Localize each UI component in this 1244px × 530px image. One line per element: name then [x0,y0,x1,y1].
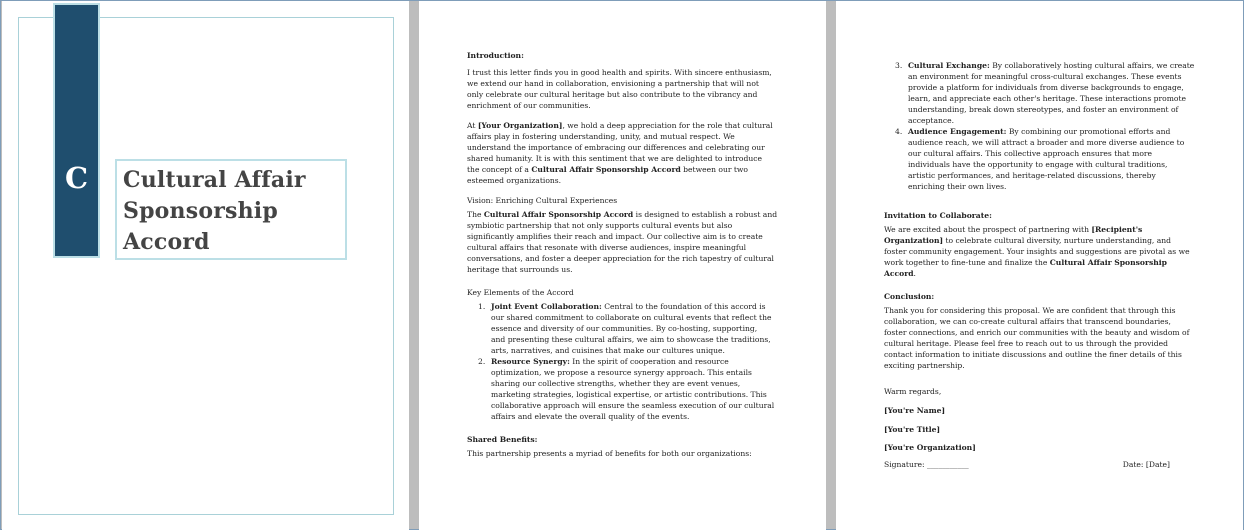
text: , we hold a deep appreciation for the role that cultural [562,121,773,130]
list-line: individuals have the opportunity to engage with cultural traditions, [908,160,1168,169]
vision-heading: Vision: Enriching Cultural Experiences [467,196,618,205]
list-line: and presenting these cultural affairs, we aim to showcase the traditions, [491,335,771,344]
list-item-title: Joint Event Collaboration: [491,302,602,311]
list-line: provide a platform for individuals from diverse backgrounds to engage, [908,83,1184,92]
cover-accent-bar [53,3,100,258]
list-line: acceptance. [908,116,955,125]
conclusion-line: contact information to initiate discussions and outline the finer details of this [884,350,1182,359]
title-placeholder: [You're Title] [884,425,941,434]
conclusion-line: foster connections, and enrich our communities with the beauty and wisdom of [884,328,1190,337]
conclusion-line: exciting partnership. [884,361,965,370]
page-3-text [884,60,1214,470]
list-item-title: Audience Engagement: [908,127,1007,136]
recipient-placeholder: [Recipient's [1091,225,1143,234]
invite-line [884,268,1214,279]
list-line: enriching their own lives. [908,182,1007,191]
list-item-title: Resource Synergy: [491,357,570,366]
org-para-line: shared humanity. It is with this sentiment that we are delighted to introduce [467,154,762,163]
vision-line: conversations, and foster a deeper appreciation for the rich tapestry of cultural [467,254,774,263]
name-placeholder: [You're Name] [884,406,946,415]
list-number: 2. [478,357,486,366]
intro-heading: Introduction: [467,51,524,60]
key-elements-heading: Key Elements of the Accord [467,288,574,297]
conclusion-line: cultural heritage. Please feel free to reach out to us through the provided [884,339,1169,348]
list-line [491,301,787,312]
list-line: audience reach, we will attract a broader and more diverse audience to [908,138,1185,147]
list-line: optimization, we propose a resource synergy approach. This entails [491,368,752,377]
recipient-placeholder: Organization] [884,236,944,245]
vision-line: heritage that surrounds us. [467,265,573,274]
text: Central to the foundation of this accord is [601,302,766,311]
list-number: 4. [895,127,903,136]
list-line: affairs and elevate the overall quality of the events. [491,412,690,421]
list-item-1 [467,301,787,356]
intro-line: I trust this letter finds you in good health and spirits. With sincere enthusiasm, [467,68,772,77]
sender-organization [884,442,1214,453]
text: By combining our promotional efforts and [1006,127,1171,136]
cover-title-line-1: Cultural Affair [123,167,306,193]
list-line: sharing our collective strengths, whether they are event venues, [491,379,741,388]
list-line: our shared commitment to collaborate on cultural events that reflect the [491,313,772,322]
list-line: understanding, break down stereotypes, and foster an environment of [908,105,1179,114]
text: At [467,121,478,130]
list-number: 3. [895,61,903,70]
invite-line [884,257,1214,268]
text: We are excited about the prospect of partnering with [884,225,1092,234]
intro-line: we extend our hand in collaboration, envisioning a partnership that will not [467,79,759,88]
accord-name: Accord [884,269,914,278]
invite-line [884,224,1214,235]
list-line: essence and diversity of our communities. By co-hosting, supporting, [491,324,758,333]
conclusion-heading: Conclusion: [884,292,935,301]
list-item-3 [884,60,1214,126]
list-item-2 [467,356,787,422]
signature-line: Signature: ___________ [884,460,969,469]
closing: Warm regards, [884,387,942,396]
cover-initial: C [64,161,89,195]
text: the concept of a [467,165,532,174]
sender-title [884,424,1214,435]
list-item-4 [884,126,1214,192]
text: work together to fine-tune and finalize the [884,258,1050,267]
shared-benefits-heading: Shared Benefits: [467,435,538,444]
accord-name: Cultural Affair Sponsorship Accord [483,210,634,219]
accord-name: Cultural Affair Sponsorship Accord [531,165,681,174]
org-para-line: understand the importance of embracing our differences and celebrating our [467,143,765,152]
list-line: artistic performances, and heritage-related discussions, thereby [908,171,1156,180]
vision-line: symbiotic partnership that not only supports cultural events but also [467,221,733,230]
body-page-1 [419,1,826,530]
page-2-text [467,50,787,459]
shared-benefits-line: This partnership presents a myriad of benefits for both our organizations: [467,449,752,458]
vision-line: significantly amplifies their reach and impact. Our collective aim is to create [467,232,763,241]
org-placeholder: [Your Organization] [477,121,563,130]
accord-name: Cultural Affair Sponsorship [1049,258,1167,267]
text: By collaboratively hosting cultural affairs, we create [989,61,1195,70]
list-line: an environment for meaningful cross-cultural exchanges. These events [908,72,1182,81]
organization-placeholder: [You're Organization] [884,443,976,452]
vision-line: cultural affairs that resonate with diverse audiences, inspire meaningful [467,243,747,252]
body-page-2 [836,1,1243,530]
list-line: collaborative approach will ensure the seamless execution of our cultural [491,401,775,410]
list-line: our cultural affairs. This collective approach ensures that more [908,149,1153,158]
text: between our two [680,165,749,174]
invite-line [884,235,1214,246]
cover-page [2,1,409,530]
vision-line [467,209,787,220]
list-item-title: Cultural Exchange: [908,61,990,70]
cover-title-box [115,159,347,260]
list-line [908,126,1214,137]
text: In the spirit of cooperation and resource [569,357,729,366]
date-line: Date: [Date] [1122,460,1170,469]
sender-name [884,405,1214,416]
text: to celebrate cultural diversity, nurture understanding, and [943,236,1172,245]
invitation-heading: Invitation to Collaborate: [884,211,992,220]
text: The [467,210,484,219]
list-line [491,356,787,367]
org-para-line [467,120,787,131]
list-line: learn, and appreciate each other's heritage. These interactions promote [908,94,1187,103]
org-para-line: esteemed organizations. [467,176,562,185]
conclusion-line: Thank you for considering this proposal. We are confident that through this [884,306,1176,315]
cover-title-line-2: Sponsorship [123,198,278,224]
text: . [913,269,916,278]
list-line [908,60,1214,71]
org-para-line [467,164,787,175]
org-para-line: affairs play in fostering understanding, unity, and mutual respect. We [467,132,735,141]
text: is designed to establish a robust and [633,210,778,219]
list-number: 1. [478,302,486,311]
cover-title-line-3: Accord [123,229,210,255]
list-line: marketing strategies, logistical expertise, or artistic contributions. This [491,390,767,399]
conclusion-line: collaboration, we can co-create cultural affairs that transcend boundaries, [884,317,1171,326]
signature-row [884,459,1170,470]
invite-line: foster community engagement. Your insights and suggestions are pivotal as we [884,247,1190,256]
list-line: arts, narratives, and cuisines that make our cultures unique. [491,346,725,355]
intro-line: enrichment of our communities. [467,101,591,110]
intro-line: only celebrate our cultural heritage but also contribute to the vibrancy and [467,90,758,99]
